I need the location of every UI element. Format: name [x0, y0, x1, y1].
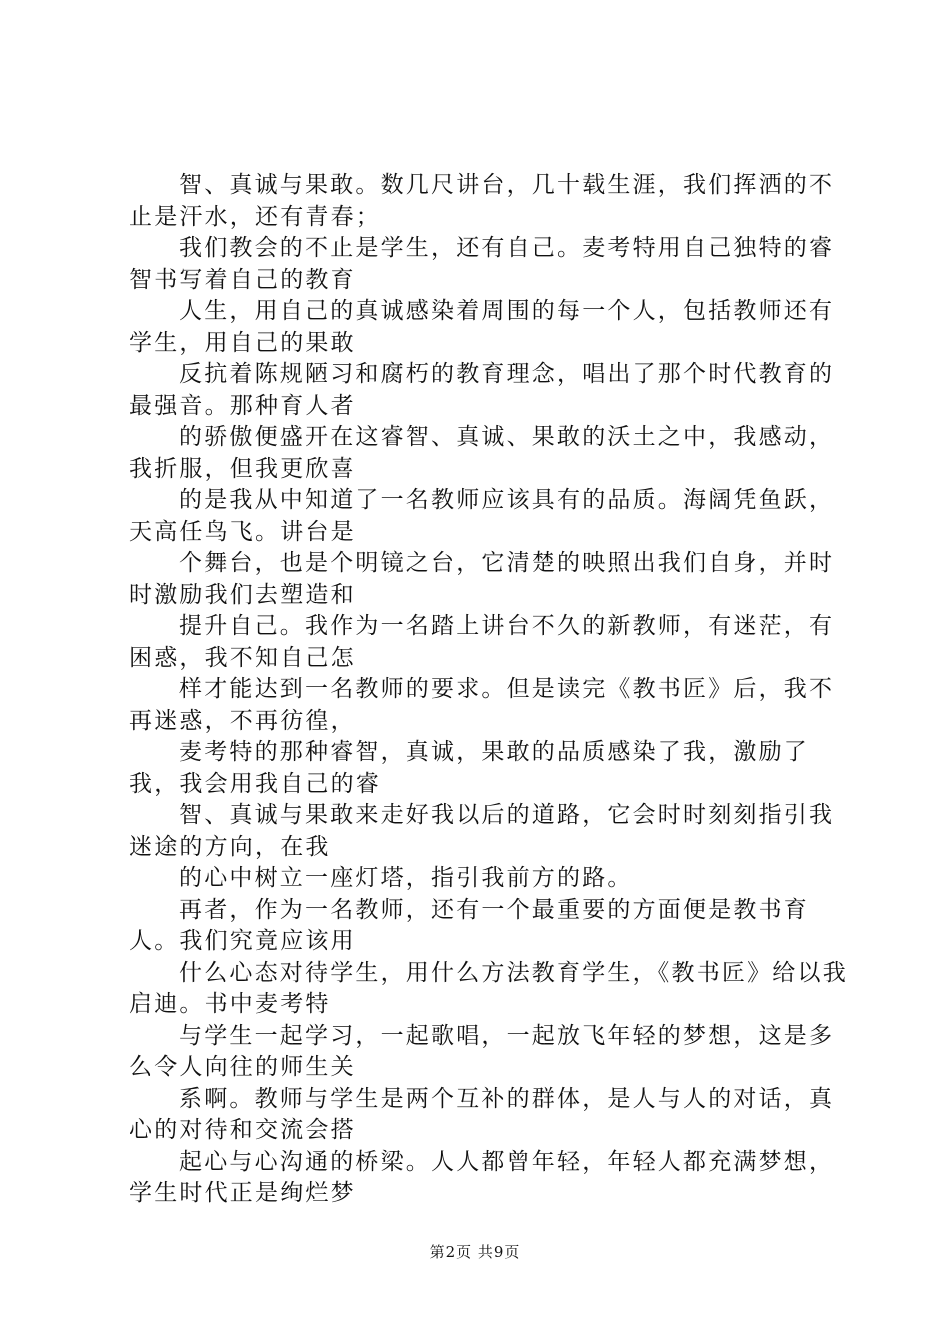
paragraph: 人生，用自己的真诚感染着周围的每一个人，包括教师还有学生，用自己的果敢 — [129, 298, 835, 356]
paragraph: 反抗着陈规陋习和腐朽的教育理念，唱出了那个时代教育的最强音。那种育人者 — [129, 361, 835, 419]
paragraph: 个舞台，也是个明镜之台，它清楚的映照出我们自身，并时时激励我们去塑造和 — [129, 550, 835, 608]
body-text — [129, 170, 849, 1210]
paragraph: 提升自己。我作为一名踏上讲台不久的新教师，有迷茫，有困惑，我不知自己怎 — [129, 613, 835, 671]
paragraph: 与学生一起学习，一起歌唱，一起放飞年轻的梦想，这是多么令人向往的师生关 — [129, 1022, 835, 1080]
paragraph: 的骄傲便盛开在这睿智、真诚、果敢的沃土之中，我感动，我折服，但我更欣喜 — [129, 424, 835, 482]
paragraph: 系啊。教师与学生是两个互补的群体，是人与人的对话，真心的对待和交流会搭 — [129, 1085, 835, 1143]
paragraph: 智、真诚与果敢来走好我以后的道路，它会时时刻刻指引我迷途的方向，在我 — [129, 802, 835, 860]
paragraph: 智、真诚与果敢。数几尺讲台，几十载生涯，我们挥洒的不止是汗水，还有青春； — [129, 172, 835, 230]
paragraph: 再者，作为一名教师，还有一个最重要的方面便是教书育人。我们究竟应该用 — [129, 896, 809, 954]
paragraph: 起心与心沟通的桥梁。人人都曾年轻，年轻人都充满梦想，学生时代正是绚烂梦 — [129, 1148, 835, 1206]
paragraph: 什么心态对待学生，用什么方法教育学生，《教书匠》给以我启迪。书中麦考特 — [129, 959, 848, 1017]
paragraph: 的心中树立一座灯塔，指引我前方的路。 — [179, 865, 633, 891]
paragraph: 麦考特的那种睿智，真诚，果敢的品质感染了我，激励了我，我会用我自己的睿 — [129, 739, 809, 797]
paragraph: 样才能达到一名教师的要求。但是读完《教书匠》后，我不再迷惑，不再彷徨， — [129, 676, 835, 734]
page-footer: 第2页 共9页 — [429, 1243, 521, 1261]
paragraph: 的是我从中知道了一名教师应该具有的品质。海阔凭鱼跃，天高任鸟飞。讲台是 — [129, 487, 835, 545]
paragraph: 我们教会的不止是学生，还有自己。麦考特用自己独特的睿智书写着自己的教育 — [129, 235, 835, 293]
